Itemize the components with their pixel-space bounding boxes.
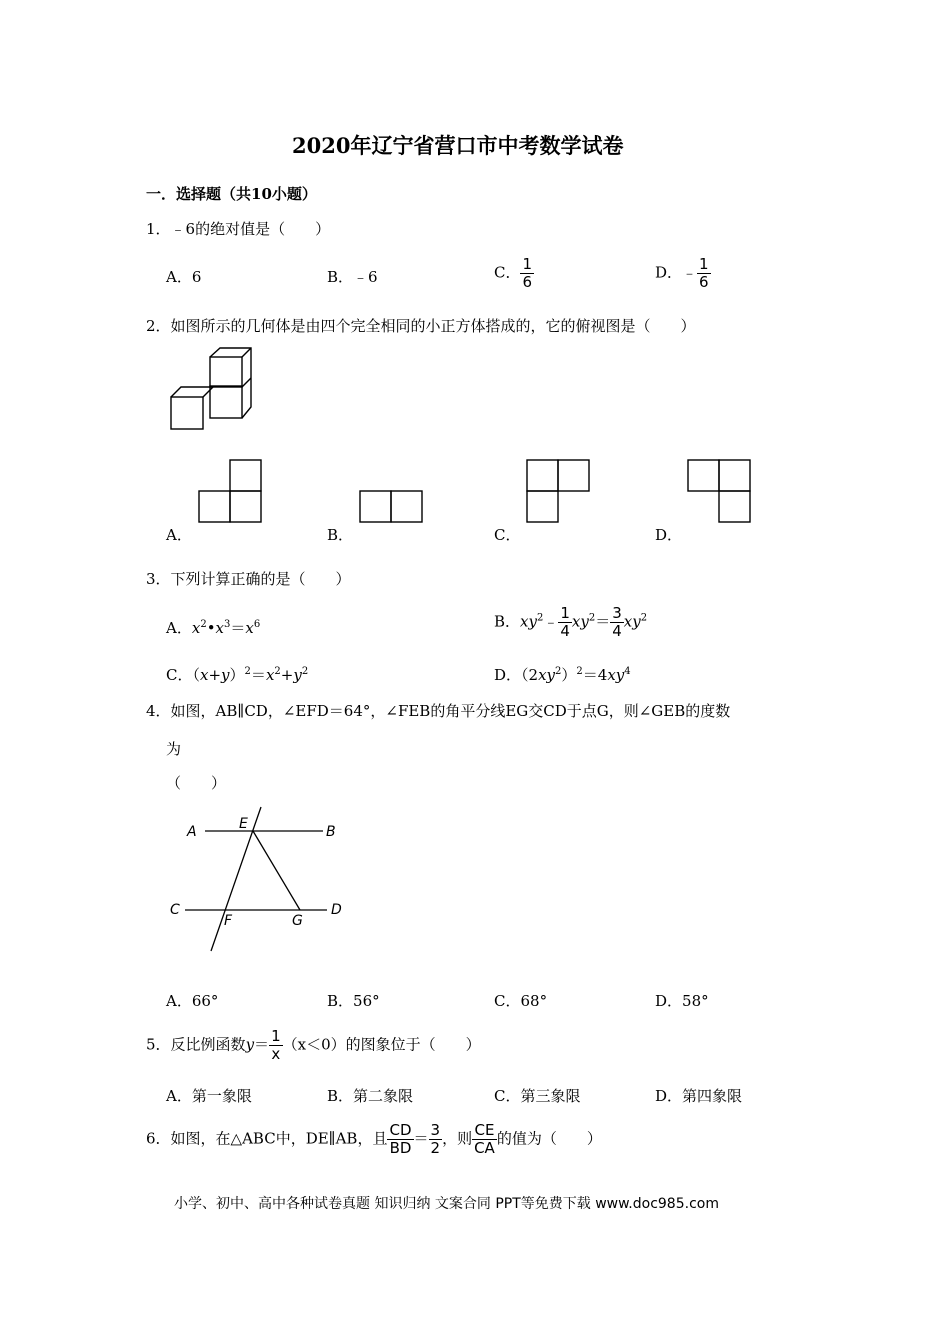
question-stem-tail: 的值为（ ） — [496, 1129, 602, 1148]
question-4-line2: 为 — [166, 740, 182, 758]
label-c: C — [170, 902, 180, 918]
question-5: 5．反比例函数y＝ $\frac{1}{x}$ （x＜0）的图象位于（ ） — [146, 1027, 481, 1063]
question-3 — [146, 568, 351, 589]
cubes-figure — [165, 345, 255, 435]
option-label: C． — [166, 666, 193, 684]
fraction-denominator: x — [271, 1045, 281, 1063]
option-label: B． — [494, 612, 521, 631]
question-1 — [146, 218, 330, 239]
q1-option-b: B．﹣6 — [327, 268, 378, 286]
q2-option-c: C． — [494, 526, 521, 544]
q5-option-c: C．第三象限 — [494, 1087, 581, 1105]
q2-option-b: B． — [327, 526, 354, 544]
q2-option-a: A． — [166, 526, 192, 544]
section-heading: 一．选择题（共10小题） — [146, 185, 317, 203]
q5-option-a: A．第一象限 — [166, 1087, 252, 1105]
label-d: D — [331, 902, 342, 918]
label-e: E — [239, 816, 248, 832]
fraction-numerator: CD — [389, 1121, 412, 1139]
q1-option-d — [655, 256, 711, 291]
question-2 — [146, 315, 696, 336]
fraction-denominator: BD — [389, 1139, 412, 1157]
question-number: 6． — [146, 1129, 171, 1148]
q1-option-a: A．6 — [166, 268, 202, 286]
fraction-numerator: 3 — [430, 1121, 441, 1139]
fraction-numerator: 1 — [271, 1027, 281, 1045]
q3-option-a: A．$x^2•x^3=x^6$ — [166, 619, 261, 637]
question-stem: 反比例函数 — [170, 1035, 246, 1054]
fraction-denominator: 6 — [522, 273, 533, 291]
q3-option-d: D．$(2xy^2)^2=4xy^4$ — [494, 666, 631, 684]
question-number: 1． — [146, 220, 171, 238]
label-a: A — [187, 824, 197, 840]
fraction-denominator: 4 — [612, 622, 622, 640]
question-number: 4． — [146, 702, 171, 720]
question-stem-tail: （x＜0）的图象位于（ ） — [282, 1035, 481, 1054]
q5-option-d: D．第四象限 — [655, 1087, 743, 1105]
fraction-denominator: 4 — [560, 622, 570, 640]
fraction-numerator: 1 — [560, 604, 570, 622]
q4-option-a: A．66° — [166, 992, 219, 1010]
fraction — [520, 256, 534, 291]
fraction-numerator: 1 — [522, 255, 533, 273]
fraction-denominator: CA — [474, 1139, 495, 1157]
question-number: 5． — [146, 1035, 171, 1054]
q5-option-b: B．第二象限 — [327, 1087, 414, 1105]
fraction — [610, 605, 624, 640]
fraction — [558, 605, 572, 640]
fraction-numerator: 3 — [612, 604, 622, 622]
q2-option-d: D． — [655, 526, 683, 544]
option-label: C． — [494, 263, 521, 282]
q3-option-b: B．$xy^2﹣$ $\frac{1}{4}$ $xy^2=$ $\frac{3}{4}$ $xy^2$ — [494, 604, 648, 640]
fraction-numerator: 1 — [699, 255, 709, 273]
label-f: F — [224, 913, 233, 929]
q2-option-d-figure — [687, 459, 753, 523]
parallel-lines-figure — [165, 805, 355, 955]
page-title: 2020年辽宁省营口市中考数学试卷 — [292, 133, 624, 158]
fraction — [269, 1028, 283, 1063]
question-stem: ﹣6的绝对值是（ ） — [170, 220, 331, 238]
question-stem: 如图所示的几何体是由四个完全相同的小正方体搭成的，它的俯视图是（ ） — [170, 317, 696, 335]
fraction-denominator: 2 — [430, 1139, 441, 1157]
q2-option-c-figure — [526, 459, 592, 523]
question-number: 2． — [146, 317, 171, 335]
label-g: G — [292, 913, 303, 929]
q3-option-c: C．$(x+y)^2=x^2+y^2$ — [166, 666, 309, 684]
question-stem: 如图，AB∥CD，∠EFD＝64°，∠FEB的角平分线EG交CD于点G，则∠GEB的度数 — [170, 702, 731, 720]
q4-option-d: D．58° — [655, 992, 709, 1010]
option-label: D． — [655, 263, 683, 282]
fraction — [697, 256, 711, 291]
q1-option-c — [494, 256, 534, 291]
question-stem: 下列计算正确的是（ ） — [170, 570, 351, 588]
footer-text: 小学、初中、高中各种试卷真题 知识归纳 文案合同 PPT等免费下载 www.doc985.com — [174, 1196, 719, 1212]
fraction-denominator: 6 — [699, 273, 709, 291]
option-label: A． — [166, 619, 192, 637]
option-label: D． — [494, 666, 522, 684]
question-6: 6．如图，在△ABC中，DE∥AB，且 $\frac{CD}{BD}$ ＝ $\frac{3}{2}$ ，则 $\frac{CE}{CA}$ 的值为（ ） — [146, 1121, 602, 1157]
fraction — [472, 1122, 497, 1157]
fraction — [387, 1122, 413, 1157]
question-4 — [146, 700, 730, 721]
label-b: B — [326, 824, 336, 840]
q2-option-a-figure — [198, 459, 264, 523]
q4-option-b: B．56° — [327, 992, 380, 1010]
question-4-line3: （ ） — [166, 774, 227, 792]
fraction — [429, 1122, 443, 1157]
question-stem-mid: ，则 — [442, 1129, 473, 1148]
q2-option-b-figure — [359, 490, 425, 524]
question-stem: 如图，在△ABC中，DE∥AB，且 — [170, 1129, 388, 1148]
fraction-numerator: CE — [472, 1122, 497, 1140]
question-number: 3． — [146, 570, 171, 588]
q4-option-c: C．68° — [494, 992, 548, 1010]
minus-sign: ﹣ — [682, 263, 698, 282]
